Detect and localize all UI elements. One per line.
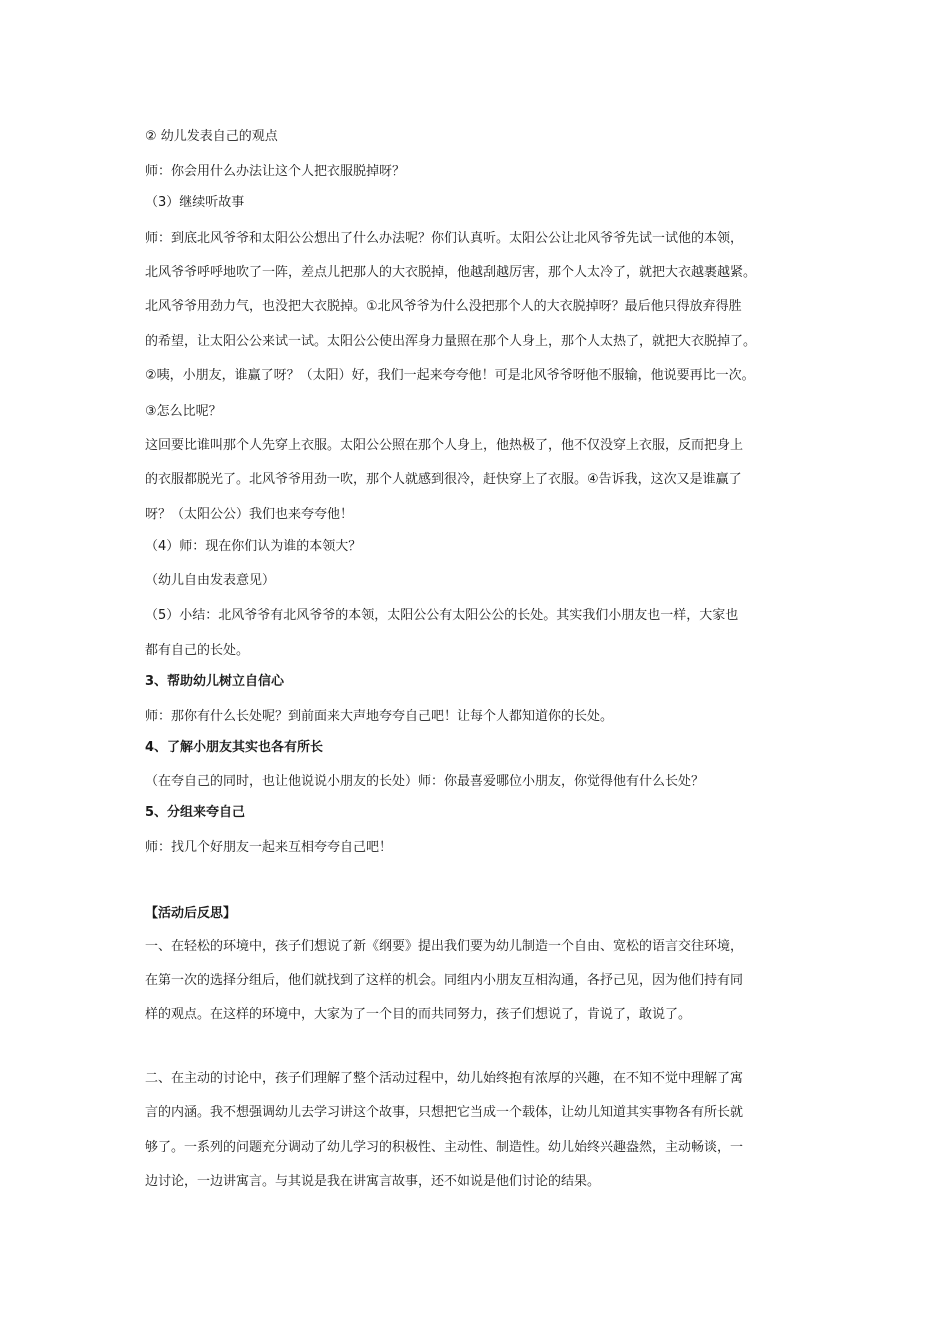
text-line: ③怎么比呢？ — [145, 404, 222, 419]
text-line: ② 幼儿发表自己的观点 — [145, 129, 278, 144]
text-line: 都有自己的长处。 — [145, 643, 250, 658]
text-line: 在第一次的选择分组后，他们就找到了这样的机会。同组内小朋友互相沟通，各抒己见，因为他们持有同 — [145, 973, 744, 988]
section-heading: 3、帮助幼儿树立自信心 — [145, 674, 285, 689]
text-line: 言的内涵。我不想强调幼儿去学习讲这个故事，只想把它当成一个载体，让幼儿知道其实事物各有所长就 — [145, 1105, 744, 1120]
text-line: 够了。一系列的问题充分调动了幼儿学习的积极性、主动性、制造性。幼儿始终兴趣盎然，主动畅谈，一 — [145, 1140, 744, 1155]
text-line: 北风爷爷呼呼地吹了一阵，差点儿把那人的大衣脱掉，他越刮越厉害，那个人太冷了，就把大衣越裹越紧。 — [145, 265, 757, 280]
text-line: （3）继续听故事 — [145, 195, 245, 210]
text-line: 边讨论，一边讲寓言。与其说是我在讲寓言故事，还不如说是他们讨论的结果。 — [145, 1174, 601, 1189]
text-line: 师：到底北风爷爷和太阳公公想出了什么办法呢？你们认真听。太阳公公让北风爷爷先试一试他的本领， — [145, 231, 744, 246]
text-line: （5）小结：北风爷爷有北风爷爷的本领，太阳公公有太阳公公的长处。其实我们小朋友也一样，大家也 — [145, 608, 739, 623]
reflection-heading: 【活动后反思】 — [145, 906, 237, 921]
text-line: 样的观点。在这样的环境中，大家为了一个目的而共同努力，孩子们想说了，肯说了，敢说了。 — [145, 1007, 692, 1022]
text-line: （4）师：现在你们认为谁的本领大？ — [145, 539, 362, 554]
text-line: 这回要比谁叫那个人先穿上衣服。太阳公公照在那个人身上，他热极了，他不仅没穿上衣服，反而把身上 — [145, 438, 744, 453]
text-line: 二、在主动的讨论中，孩子们理解了整个活动过程中，幼儿始终抱有浓厚的兴趣，在不知不觉中理解了寓 — [145, 1071, 744, 1086]
text-line: ②咦，小朋友，谁赢了呀？（太阳）好，我们一起来夸夸他！可是北风爷爷呀他不服输，他说要再比一次。 — [145, 368, 755, 383]
text-line: 北风爷爷用劲力气，也没把大衣脱掉。①北风爷爷为什么没把那个人的大衣脱掉呀？最后他只得放弃得胜 — [145, 299, 742, 314]
text-line: 的希望，让太阳公公来试一试。太阳公公使出浑身力量照在那个人身上，那个人太热了，就把大衣脱掉了。 — [145, 334, 757, 349]
section-heading: 5、分组来夸自己 — [145, 805, 246, 820]
text-line: 师：那你有什么长处呢？到前面来大声地夸夸自己吧！让每个人都知道你的长处。 — [145, 709, 614, 724]
section-heading: 4、了解小朋友其实也各有所长 — [145, 740, 324, 755]
text-line: 呀？（太阳公公）我们也来夸夸他！ — [145, 507, 354, 522]
text-line: 的衣服都脱光了。北风爷爷用劲一吹，那个人就感到很冷，赶快穿上了衣服。④告诉我，这次又是谁赢了 — [145, 472, 742, 487]
text-line: 师：你会用什么办法让这个人把衣服脱掉呀？ — [145, 164, 406, 179]
text-line: （幼儿自由发表意见） — [145, 573, 276, 588]
text-line: 一、在轻松的环境中，孩子们想说了新《纲要》提出我们要为幼儿制造一个自由、宽松的语言交往环境， — [145, 939, 744, 954]
text-line: （在夸自己的同时，也让他说说小朋友的长处）师：你最喜爱哪位小朋友，你觉得他有什么长处？ — [145, 774, 705, 789]
text-line: 师：找几个好朋友一起来互相夸夸自己吧！ — [145, 840, 393, 855]
